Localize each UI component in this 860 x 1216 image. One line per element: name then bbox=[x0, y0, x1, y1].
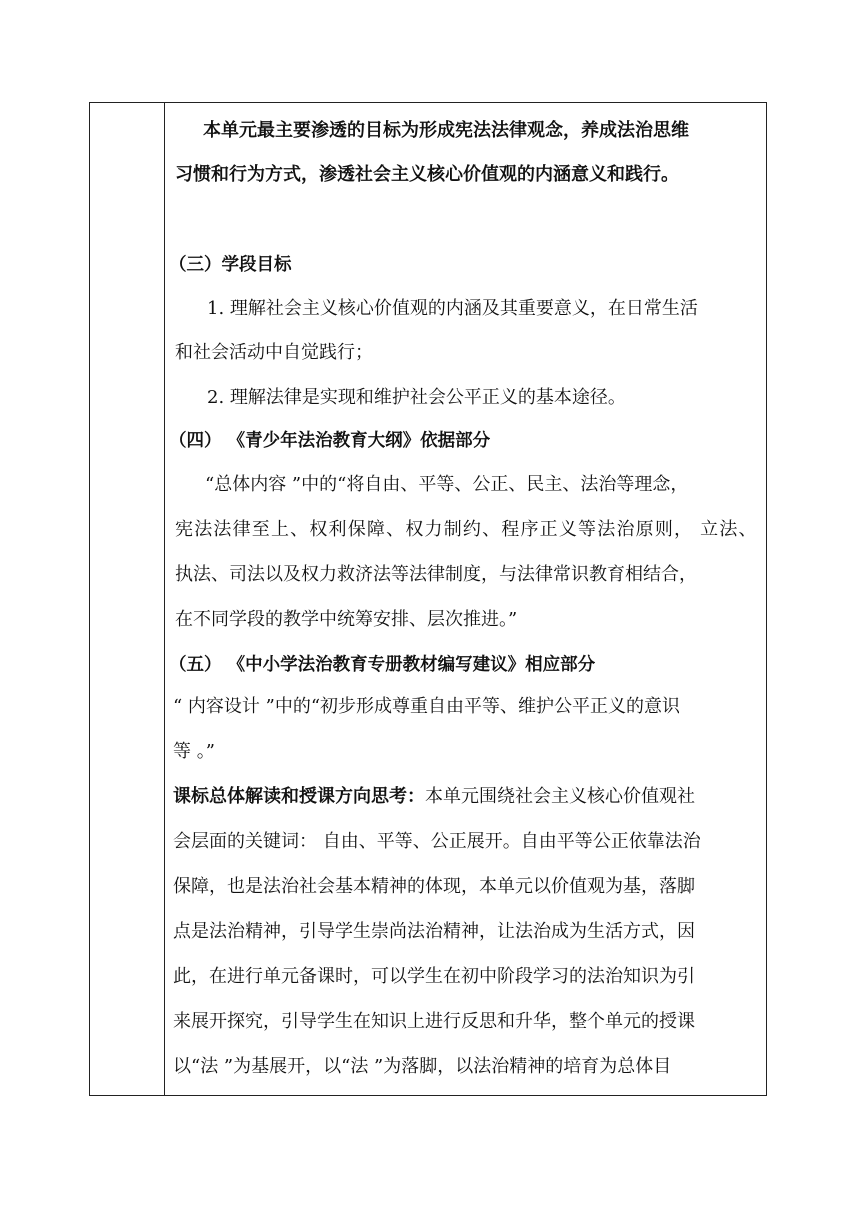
section-4-line-2: 宪法法律至上、权利保障、权力制约、程序正义等法治原则， 立法、 bbox=[175, 519, 758, 540]
section-3-item-1-line-2: 和社会活动中自觉践行； bbox=[175, 342, 373, 363]
section-4-line-4: 在不同学段的教学中统筹安排、层次推进。” bbox=[175, 609, 518, 630]
section-4-line-3: 执法、司法以及权力救济法等法律制度，与法律常识教育相结合， bbox=[175, 564, 697, 585]
section-5-line-2: 等 。” bbox=[173, 741, 215, 762]
analysis-line-3: 保障，也是法治社会基本精神的体现，本单元以价值观为基，落脚 bbox=[173, 876, 695, 897]
section-5-heading: （五） 《中小学法治教育专册教材编写建议》相应部分 bbox=[169, 655, 596, 675]
document-table bbox=[89, 102, 767, 1096]
section-3-item-1-line-1: 1. 理解社会主义核心价值观的内涵及其重要意义，在日常生活 bbox=[207, 298, 698, 319]
intro-line-1: 本单元最主要渗透的目标为形成宪法法律观念，养成法治思维 bbox=[203, 120, 689, 141]
content-cell bbox=[165, 103, 766, 1095]
analysis-line-7: 以“法 ”为基展开，以“法 ”为落脚，以法治精神的培育为总体目 bbox=[173, 1056, 672, 1077]
section-5-line-1: “ 内容设计 ”中的“初步形成尊重自由平等、维护公平正义的意识 bbox=[173, 696, 681, 717]
analysis-line-2: 会层面的关键词： 自由、平等、公正展开。自由平等公正依靠法治 bbox=[173, 831, 701, 852]
analysis-line-1-text: 本单元围绕社会主义核心价值观社 bbox=[425, 786, 695, 807]
section-4-line-1: “总体内容 ”中的“将自由、平等、公正、民主、法治等理念， bbox=[205, 474, 689, 495]
section-4-heading: （四） 《青少年法治教育大纲》依据部分 bbox=[169, 431, 491, 451]
analysis-line-1 bbox=[173, 785, 695, 809]
analysis-line-5: 此，在进行单元备课时，可以学生在初中阶段学习的法治知识为引 bbox=[173, 966, 695, 987]
analysis-line-6: 来展开探究，引导学生在知识上进行反思和升华，整个单元的授课 bbox=[173, 1011, 695, 1032]
analysis-label: 课标总体解读和授课方向思考： bbox=[173, 786, 425, 807]
analysis-line-4: 点是法治精神，引导学生崇尚法治精神，让法治成为生活方式，因 bbox=[173, 921, 695, 942]
section-3-item-2: 2. 理解法律是实现和维护社会公平正义的基本途径。 bbox=[207, 387, 626, 408]
intro-line-2: 习惯和行为方式，渗透社会主义核心价值观的内涵意义和践行。 bbox=[175, 164, 679, 185]
section-3-heading: （三）学段目标 bbox=[169, 255, 292, 275]
